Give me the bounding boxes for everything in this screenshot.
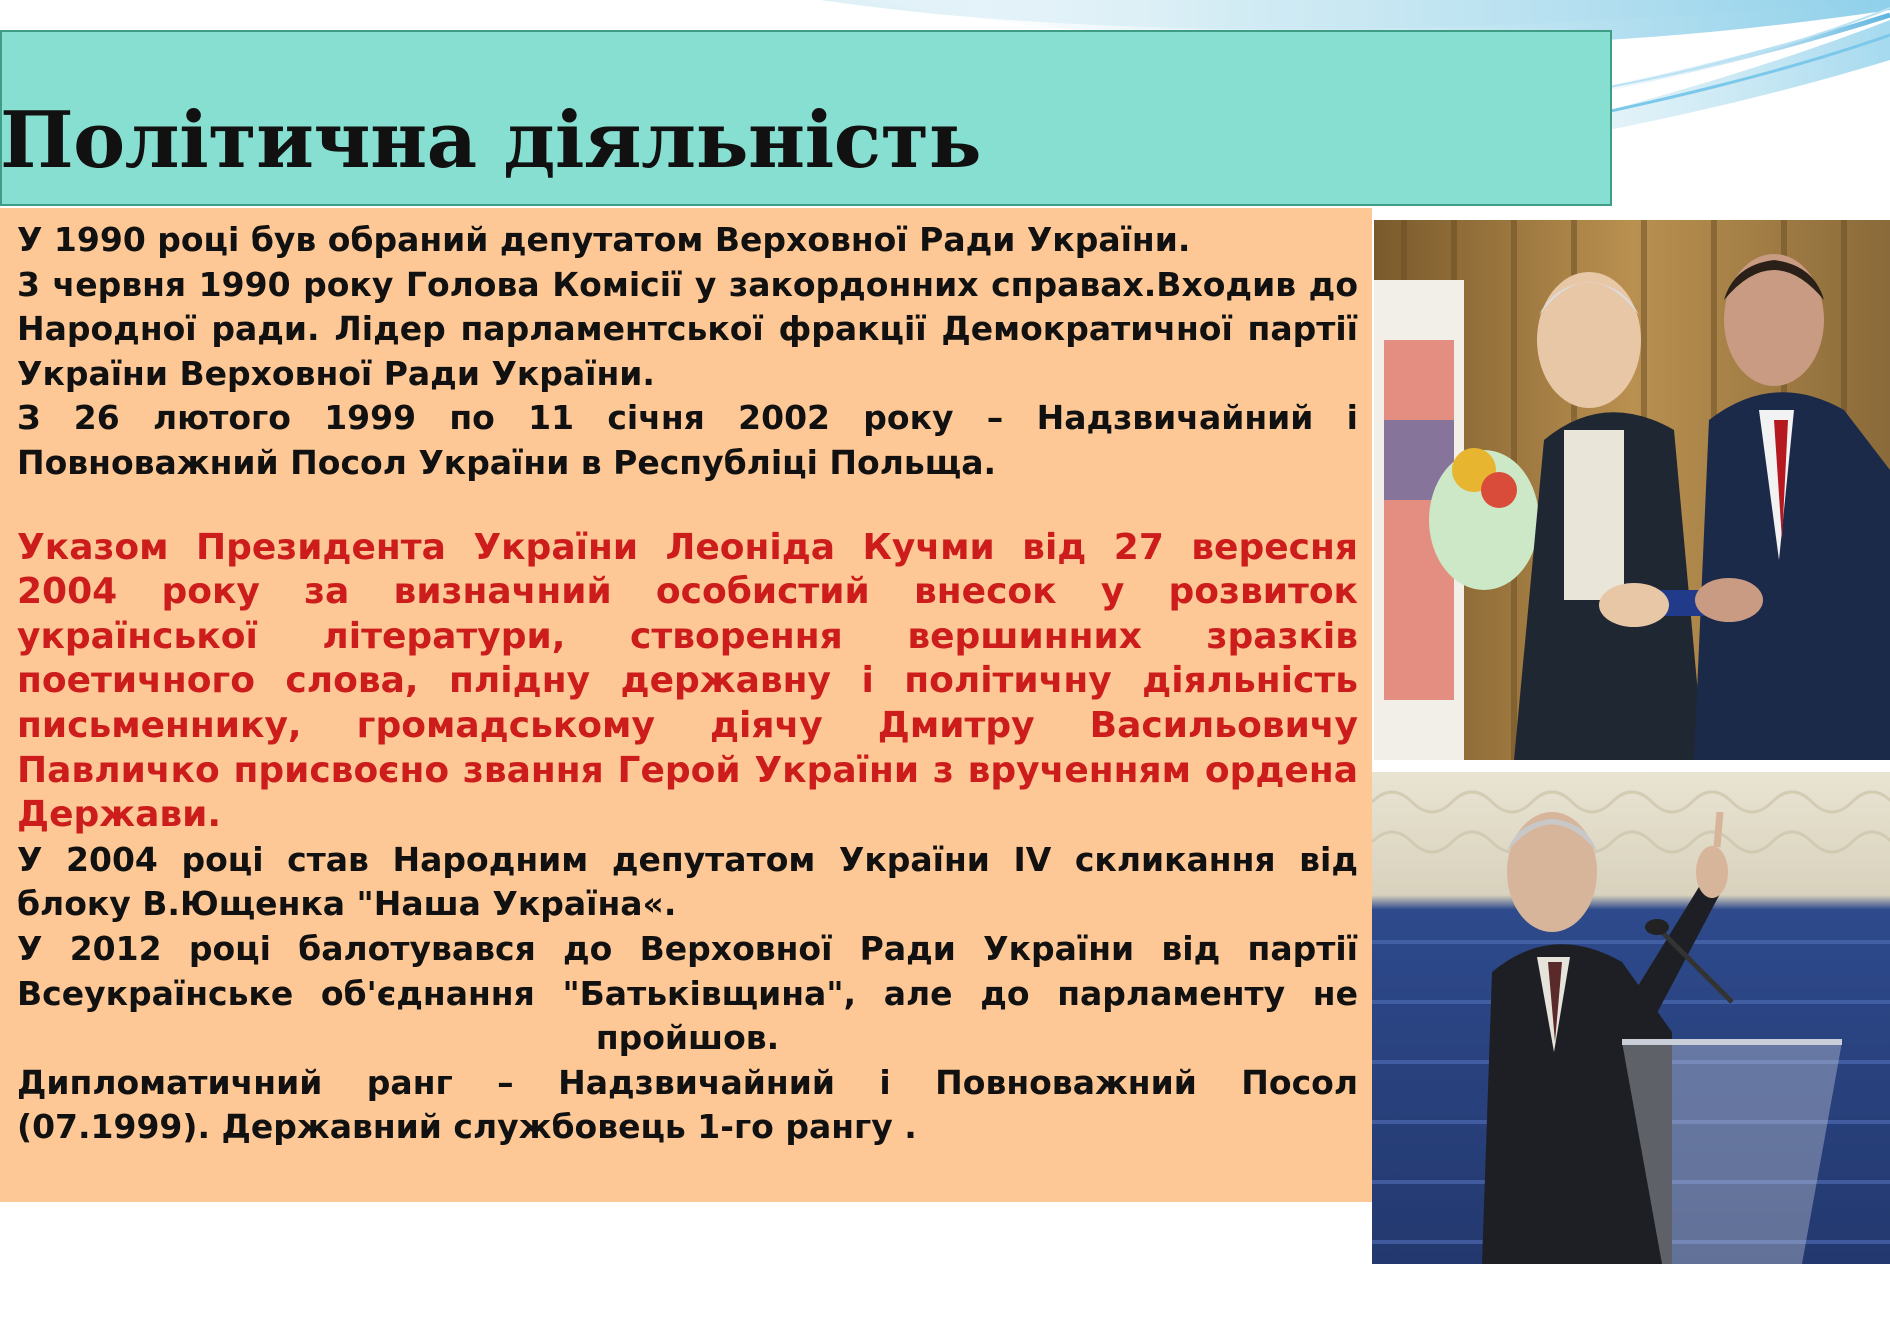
slide-title: Політична діяльність (0, 95, 982, 186)
paragraph-2004-deputy: У 2004 році став Народним депутатом України IV скликання від блоку В.Ющенка "Наша Україна«. (17, 839, 1358, 924)
paragraph-2012-election: У 2012 році балотувався до Верховної Ради України від партії Всеукраїнське об'єднання "Батьківщина", але до парламенту не пройшов. (17, 928, 1358, 1058)
photo-award-ceremony (1374, 220, 1890, 760)
paragraph-ambassador-poland: З 26 лютого 1999 по 11 січня 2002 року – Надзвичайний і Повноважний Посол України в Республіці Польща. (17, 398, 1358, 482)
paragraph-1990-deputy: У 1990 році був обраний депутатом Верховної Ради України. (17, 220, 1191, 259)
paragraph-diplomatic-rank: Дипломатичний ранг – Надзвичайний і Повноважний Посол (07.1999). Державний службовець 1-го рангу . (17, 1062, 1358, 1147)
spacer (17, 486, 1358, 526)
photo-speech-at-podium (1372, 772, 1890, 1264)
text-panel (0, 208, 1372, 1202)
paragraph-1990-commission: 3 червня 1990 року Голова Комісії у закордонних справах.Входив до Народної ради. Лідер парламентської фракції Демократичної партії України Верховної Ради України. (17, 264, 1358, 393)
paragraph-hero-of-ukraine: Указом Президента України Леоніда Кучми від 27 вересня 2004 року за визначний особистий внесок у розвиток української літератури, створення вершинних зразків поетичного слова, плідну державну і політичну діяльність письменнику, громадському діячу Дмитру Васильовичу Павличко присвоєно звання Герой України з врученням ордена Держави. (17, 526, 1358, 836)
